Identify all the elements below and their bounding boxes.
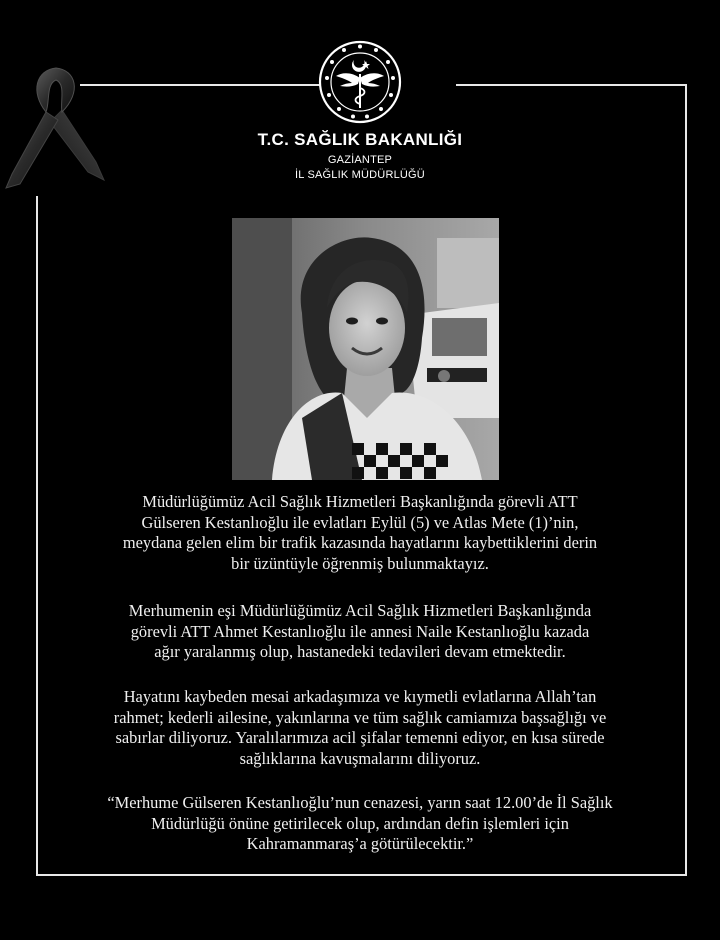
frame-left-line [36, 196, 38, 876]
portrait-photo [232, 218, 499, 480]
text-line: bir üzüntüyle öğrenmiş bulunmaktayız. [231, 553, 489, 573]
text-line: görevli ATT Ahmet Kestanlıoğlu ile annesi Naile Kestanlıoğlu kazada [130, 621, 590, 641]
text-line: Merhumenin eşi Müdürlüğümüz Acil Sağlık Hizmetleri Başkanlığında [128, 601, 592, 620]
text-line: Müdürlüğü önüne getirilecek olup, ardından defin işlemleri için [151, 813, 569, 833]
frame-top-right-line [456, 84, 687, 86]
org-department: İL SAĞLIK MÜDÜRLÜĞÜ [295, 169, 425, 181]
text-line: rahmet; kederli ailesine, yakınlarına ve tüm sağlık camiamıza başsağlığı ve [113, 707, 607, 727]
text-line: ağır yaralanmış olup, hastanedeki tedavileri devam etmektedir. [154, 642, 566, 661]
black-mourning-ribbon-icon [0, 62, 110, 202]
ministry-of-health-emblem-icon [318, 40, 402, 124]
announcement-paragraph-1 [40, 492, 680, 574]
frame-bottom-line [36, 874, 687, 876]
text-line: Kahramanmaraş’a götürülecektir.” [246, 834, 474, 853]
announcement-paragraph-4 [40, 793, 680, 855]
org-city: GAZİANTEP [327, 154, 393, 166]
announcement-paragraph-3 [40, 687, 680, 769]
text-line: sabırlar diliyoruz. Yaralılarımıza acil şifalar temenni ediyor, en kısa sürede [115, 728, 605, 747]
text-line: Müdürlüğümüz Acil Sağlık Hizmetleri Başkanlığında görevli ATT [142, 492, 578, 511]
text-line: Gülseren Kestanlıoğlu ile evlatları Eylül (5) ve Atlas Mete (1)’nin, [141, 512, 579, 532]
org-title: T.C. SAĞLIK BAKANLIĞI [257, 130, 463, 149]
text-line: Hayatını kaybeden mesai arkadaşımıza ve kıymetli evlatlarına Allah’tan [123, 687, 597, 706]
frame-top-left-line [80, 84, 320, 86]
text-line: meydana gelen elim bir trafik kazasında hayatlarını kaybettiklerini derin [122, 533, 598, 552]
frame-right-line [685, 84, 687, 876]
text-line: sağlıklarına kavuşmalarını diliyoruz. [239, 748, 481, 768]
announcement-paragraph-2 [40, 601, 680, 663]
text-line: “Merhume Gülseren Kestanlıoğlu’nun cenazesi, yarın saat 12.00’de İl Sağlık [107, 793, 613, 812]
portrait-photo-graphic [232, 218, 499, 480]
